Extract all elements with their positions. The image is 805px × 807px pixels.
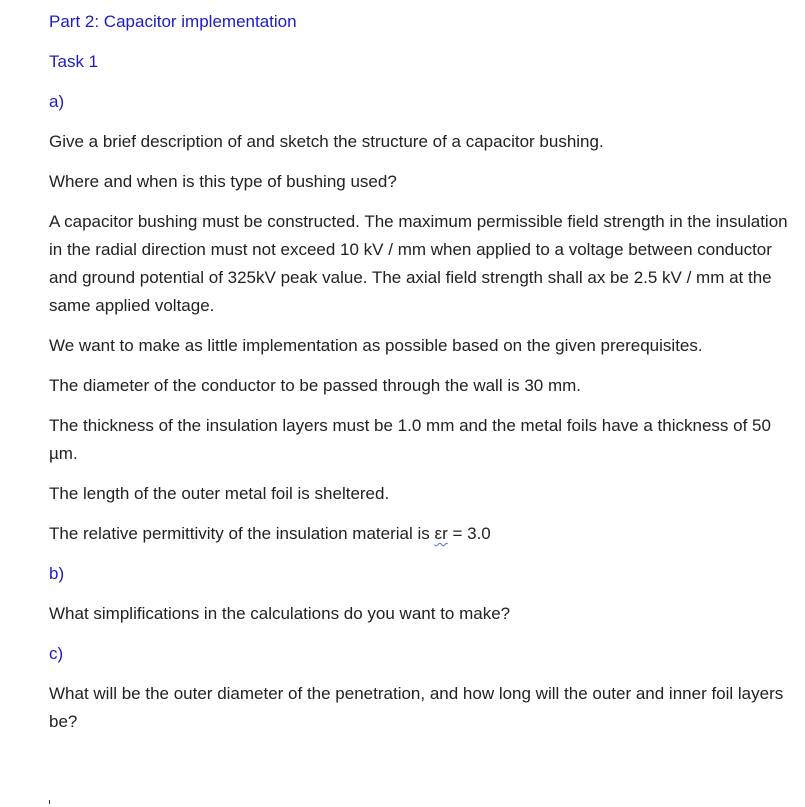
subtask-a-label: a) xyxy=(49,92,65,111)
permittivity-prefix: The relative permittivity of the insulation material is xyxy=(49,524,435,543)
question-a1: Give a brief description of and sketch the structure of a capacitor bushing. xyxy=(49,132,604,151)
paragraph-requirements: A capacitor bushing must be constructed. The maximum permissible field strength in the insulation in the radial direction must not exceed 10 kV / mm when applied to a voltage between conductor and ground potential of 325kV peak value. The axial field strength shall ax be 2.5 kV / mm at the same applied voltage. xyxy=(49,212,788,315)
question-a2: Where and when is this type of bushing used? xyxy=(49,172,397,191)
question-c: What will be the outer diameter of the penetration, and how long will the outer and inner foil layers be? xyxy=(49,684,784,731)
permittivity-value: = 3.0 xyxy=(447,524,491,543)
permittivity-symbol: εr xyxy=(434,524,448,543)
paragraph-implementation: We want to make as little implementation as possible based on the given prerequisites. xyxy=(49,336,703,355)
paragraph-thickness: The thickness of the insulation layers must be 1.0 mm and the metal foils have a thickness of 50 µm. xyxy=(49,416,771,463)
part-title: Part 2: Capacitor implementation xyxy=(49,12,297,31)
subtask-b-label: b) xyxy=(49,564,65,583)
task-title: Task 1 xyxy=(49,52,99,71)
paragraph-diameter: The diameter of the conductor to be passed through the wall is 30 mm. xyxy=(49,376,582,395)
paragraph-foil-length: The length of the outer metal foil is sheltered. xyxy=(49,484,390,503)
paragraph-permittivity xyxy=(49,520,789,548)
question-b: What simplifications in the calculations do you want to make? xyxy=(49,604,511,623)
subtask-c-label: c) xyxy=(49,644,64,663)
document-body xyxy=(49,8,789,748)
text-cursor xyxy=(49,800,50,804)
